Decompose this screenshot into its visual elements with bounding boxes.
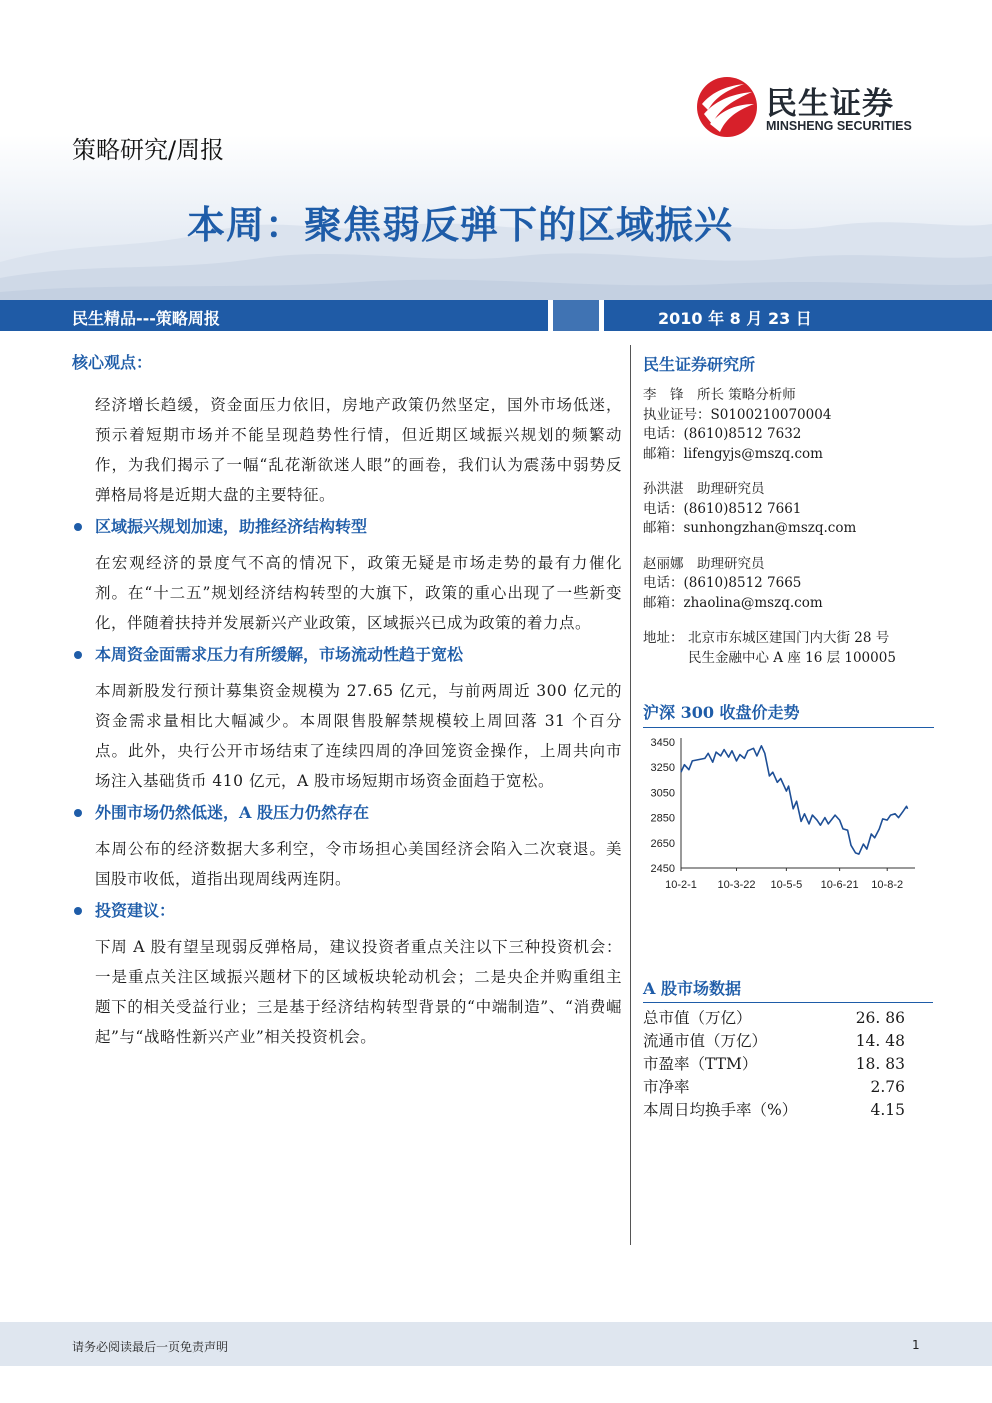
- analyst-phone: 电话：(8610)8512 7661: [643, 500, 802, 517]
- section-title: 外围市场仍然低迷，A 股压力仍然存在: [72, 800, 622, 826]
- y-tick-label: 2650: [650, 837, 675, 850]
- x-tick-label: 10-8-2: [871, 879, 904, 891]
- market-label: 流通市值（万亿）: [643, 1032, 768, 1050]
- company-logo: [694, 74, 934, 140]
- market-row: [643, 1099, 905, 1122]
- market-row: [643, 1007, 905, 1030]
- market-value: 14. 48: [855, 1032, 905, 1050]
- title-band: [0, 300, 992, 331]
- analyst-email[interactable]: 邮箱：lifengyjs@mszq.com: [643, 445, 823, 462]
- market-value: 18. 83: [855, 1055, 905, 1073]
- analyst-block: [643, 480, 935, 539]
- analyst-title: 李 锋 所长 策略分析师: [643, 387, 796, 403]
- y-tick-label: 2450: [650, 863, 675, 875]
- market-label: 本周日均换手率（%）: [643, 1101, 798, 1119]
- analyst-title: 赵丽娜 助理研究员: [643, 555, 765, 572]
- market-label: 市盈率（TTM）: [643, 1055, 758, 1073]
- market-label: 总市值（万亿）: [643, 1009, 752, 1027]
- x-tick-label: 10-5-5: [770, 879, 803, 891]
- section-text: 本周公布的经济数据大多利空，令市场担心美国经济会陷入二次衰退。美国股市收低，道指出现周线两连阴。: [95, 840, 622, 888]
- analyst-block: [643, 555, 935, 614]
- page-footer: [0, 1322, 992, 1366]
- analyst-phone: 电话：(8610)8512 7665: [643, 575, 802, 591]
- report-title: 本周：聚焦弱反弹下的区域振兴: [186, 203, 733, 247]
- x-tick-label: 10-6-21: [820, 879, 859, 891]
- address-line: 民生金融中心 A 座 16 层 100005: [688, 649, 896, 666]
- x-tick-label: 10-3-22: [717, 879, 756, 891]
- section-text: 本周新股发行预计募集资金规模为 27.65 亿元，与前两周近 300 亿元的资金需求量相比大幅减少。本周限售股解禁规模较上周回落 31 个百分点。此外，央行公开市场结束了连续四周的净回笼资金操作，上周共向市场注入基础货币 410 亿元，A 股市场短期市场资金面趋于宽松。: [95, 682, 622, 790]
- market-table: [643, 1007, 935, 1122]
- y-tick-label: 3050: [650, 787, 675, 800]
- analyst-block: [643, 386, 935, 464]
- core-views: [72, 350, 622, 1056]
- analyst-contacts: [643, 386, 935, 668]
- market-heading: A 股市场数据: [643, 976, 933, 1003]
- core-heading: 核心观点：: [72, 353, 153, 372]
- report-date: 2010 年 8 月 23 日: [658, 309, 812, 328]
- series-line: [681, 746, 908, 854]
- column-divider: [630, 345, 631, 1245]
- series-name: 民生精品---策略周报: [72, 309, 220, 328]
- section-title: 区域振兴规划加速，助推经济结构转型: [72, 514, 622, 540]
- analyst-email[interactable]: 邮箱：sunhongzhan@mszq.com: [643, 520, 857, 536]
- analyst-phone: 电话：(8610)8512 7632: [643, 426, 802, 442]
- section-title: 本周资金面需求压力有所缓解，市场流动性趋于宽松: [72, 642, 622, 668]
- header-banner: [0, 0, 992, 300]
- analyst-email[interactable]: 邮箱：zhaolina@mszq.com: [643, 594, 823, 611]
- core-intro: 经济增长趋缓，资金面压力依旧，房地产政策仍然坚定，国外市场低迷，预示着短期市场并不能呈现趋势性行情，但近期区域振兴规划的频繁动作，为我们揭示了一幅“乱花渐欲迷人眼”的画卷，我们认为震荡中弱势反弹格局将是近期大盘的主要特征。: [95, 396, 622, 504]
- report-category: 策略研究/周报: [72, 136, 225, 164]
- address-line: 北京市东城区建国门内大街 28 号: [688, 630, 890, 646]
- institute-heading: 民生证券研究所: [643, 355, 756, 374]
- x-tick-label: 10-2-1: [665, 879, 697, 891]
- y-tick-label: 3250: [650, 762, 675, 775]
- analyst-license: 执业证号：S0100210070004: [643, 406, 832, 423]
- market-row: [643, 1030, 905, 1053]
- analyst-title: 孙洪湛 助理研究员: [643, 481, 765, 497]
- address: [643, 629, 935, 668]
- section-title: 投资建议：: [72, 898, 622, 924]
- y-tick-label: 2850: [650, 812, 675, 825]
- market-row: [643, 1053, 905, 1076]
- page-number: 1: [912, 1338, 920, 1352]
- logo-chinese-name: 民生证券: [766, 86, 894, 122]
- index-line-chart: [643, 728, 933, 908]
- minsheng-logo-icon: [694, 74, 760, 140]
- logo-english-name: MINSHENG SECURITIES: [766, 119, 912, 133]
- sidebar: [643, 352, 935, 1122]
- section-text: 下周 A 股有望呈现弱反弹格局，建议投资者重点关注以下三种投资机会： 一是重点关注区域振兴题材下的区域板块轮动机会；二是央企并购重组主题下的相关受益行业；三是基于经济结构转型背景的“中端制造”、“消费崛起”与“战略性新兴产业”相关投资机会。: [95, 938, 622, 1046]
- section-text: 在宏观经济的景度气不高的情况下，政策无疑是市场走势的最有力催化剂。在“十二五”规划经济结构转型的大旗下，政策的重心出现了一些新变化，伴随着扶持并发展新兴产业政策，区域振兴已成为政策的着力点。: [95, 554, 622, 632]
- market-value: 4.15: [870, 1101, 905, 1119]
- chart-heading: 沪深 300 收盘价走势: [643, 700, 934, 728]
- disclaimer-note: 请务必阅读最后一页免责声明: [72, 1340, 229, 1354]
- market-value: 2.76: [870, 1078, 905, 1096]
- market-value: 26. 86: [855, 1009, 905, 1027]
- market-label: 市净率: [643, 1078, 690, 1096]
- y-tick-label: 3450: [650, 737, 675, 749]
- market-row: [643, 1076, 905, 1099]
- address-label: 地址：: [643, 630, 684, 646]
